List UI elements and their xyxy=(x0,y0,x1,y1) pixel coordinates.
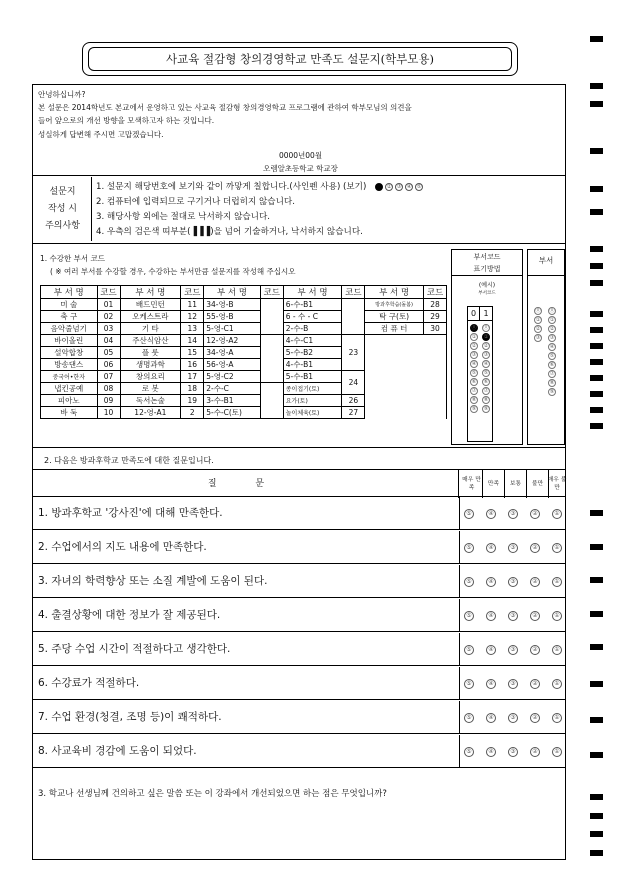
code-method-title1: 부서코드 xyxy=(473,253,501,261)
scale-label: 불만 xyxy=(527,470,549,498)
digit-bubble[interactable]: ⑧ xyxy=(471,397,477,403)
answer-bubble[interactable]: ③ xyxy=(508,679,518,689)
intro-line2: 들어 앞으로의 개선 방향을 모색하고자 하는 것입니다. xyxy=(38,116,215,126)
timing-mark xyxy=(590,544,603,550)
table-cell-dept: 창의요리 xyxy=(120,371,181,383)
table-cell-code: 26 xyxy=(342,395,365,407)
question-text: 2. 수업에서의 지도 내용에 만족한다. xyxy=(38,541,207,553)
timing-mark xyxy=(590,611,603,617)
divider xyxy=(459,735,460,768)
table-cell-code: 13 xyxy=(181,323,204,335)
timing-mark xyxy=(590,359,603,365)
divider xyxy=(459,565,460,598)
answer-bubble[interactable]: ⑤ xyxy=(464,611,474,621)
answer-bubble[interactable]: ④ xyxy=(486,611,496,621)
question-text: 4. 출결상황에 대한 정보가 잘 제공된다. xyxy=(38,609,221,621)
section2-heading: 2. 다음은 방과후학교 만족도에 대한 질문입니다. xyxy=(44,456,214,465)
example-mark: ⑤ xyxy=(416,183,422,190)
table-cell-dept: 4-수-C1 xyxy=(283,335,342,347)
instruction-item-1: 1. 설문지 해당번호에 보기와 같이 까맣게 칠합니다.(사인펜 사용) (보기) xyxy=(96,182,367,192)
table-cell-dept: 55-영-B xyxy=(204,311,261,323)
code-method-header xyxy=(452,250,522,276)
dept-code-table xyxy=(40,285,447,419)
example-mark: ④ xyxy=(406,183,412,190)
table-cell-dept: 6-수-B1 xyxy=(283,299,342,311)
table-cell-dept: 요가(토) xyxy=(283,395,342,407)
table-row xyxy=(41,335,447,347)
code-method-example: (예시) xyxy=(478,282,496,289)
table-cell-dept: 5-수-B1 xyxy=(283,371,342,383)
table-cell-code: 24 xyxy=(342,371,365,395)
timing-mark xyxy=(590,311,603,317)
table-cell-dept: 56-영-A xyxy=(204,359,261,371)
answer-bubble[interactable]: ① xyxy=(552,713,562,723)
table-cell-code: 05 xyxy=(97,347,120,359)
digit-bubble[interactable]: ② xyxy=(471,343,477,349)
timing-mark xyxy=(590,831,603,837)
digit-bubble[interactable]: ③ xyxy=(483,352,489,358)
col-dept: 부 서 명 xyxy=(120,286,181,299)
answer-options xyxy=(464,679,562,689)
code-method-example-sub: 부서코드 xyxy=(478,291,496,296)
answer-bubble[interactable]: ② xyxy=(530,611,540,621)
digit-bubble[interactable]: ③ xyxy=(535,335,541,341)
answer-bubble[interactable]: ② xyxy=(530,543,540,553)
table-cell-code xyxy=(260,299,283,335)
table-row xyxy=(41,323,447,335)
table-cell-dept: 미 술 xyxy=(41,299,98,311)
table-cell-dept: 방과후학습(돌봄) xyxy=(365,299,424,311)
digit-bubble[interactable]: ① xyxy=(471,334,477,340)
intro-greeting: 안녕하십니까? xyxy=(38,90,86,99)
timing-mark xyxy=(590,209,603,215)
answer-bubble[interactable]: ③ xyxy=(508,747,518,757)
table-cell-dept: 설악합창 xyxy=(41,347,98,359)
intro-school: 오렘알초등학교 학교장 xyxy=(263,164,338,174)
col-dept: 부 서 명 xyxy=(41,286,98,299)
col-dept: 부 서 명 xyxy=(283,286,342,299)
answer-options xyxy=(464,543,562,553)
digit-bubble[interactable]: ⑤ xyxy=(483,370,489,376)
table-cell-dept: 3-수-B1 xyxy=(204,395,261,407)
table-cell-dept: 독서논술 xyxy=(120,395,181,407)
table-cell-code: 19 xyxy=(181,395,204,407)
answer-bubble[interactable]: ⑤ xyxy=(464,713,474,723)
question-text: 7. 수업 환경(청결, 조명 등)이 쾌적하다. xyxy=(38,711,222,723)
section1-note: ( ※ 여러 부서를 수강할 경우, 수강하는 부서만큼 설문지를 작성해 주십시오 xyxy=(50,267,296,276)
timing-mark xyxy=(590,423,603,429)
answer-bubble[interactable]: ② xyxy=(530,679,540,689)
timing-mark xyxy=(590,794,603,800)
dept-mark-grid xyxy=(534,280,560,442)
scale-label: 보통 xyxy=(505,470,527,498)
table-row xyxy=(41,311,447,323)
timing-mark xyxy=(590,752,603,758)
question-text: 3. 자녀의 학력향상 또는 소질 계발에 도움이 된다. xyxy=(38,575,268,587)
answer-bubble[interactable]: ⑤ xyxy=(464,679,474,689)
intro-line1: 본 설문은 2014학년도 본교에서 운영하고 있는 사교육 절감형 창의경영학교 프로그램에 관하여 학부모님의 의견을 xyxy=(38,103,412,113)
timing-mark xyxy=(590,644,603,650)
code-example-grid xyxy=(467,306,493,442)
answer-bubble[interactable]: ① xyxy=(552,679,562,689)
answer-bubble[interactable]: ② xyxy=(530,645,540,655)
scale-label: 매우 만족 xyxy=(461,470,483,498)
table-cell-dept: 생명과학 xyxy=(120,359,181,371)
digit-bubble[interactable]: ⑨ xyxy=(471,406,477,412)
timing-mark xyxy=(590,577,603,583)
table-cell-code: 06 xyxy=(97,359,120,371)
section1-title: 1. 수강한 부서 코드 xyxy=(40,254,106,263)
answer-bubble[interactable]: ③ xyxy=(508,543,518,553)
table-cell-dept: 놀이체육(토) xyxy=(283,407,342,419)
title-frame xyxy=(82,42,518,76)
answer-bubble[interactable]: ⑤ xyxy=(464,645,474,655)
table-cell-dept: 바이올린 xyxy=(41,335,98,347)
timing-mark xyxy=(590,717,603,723)
timing-mark xyxy=(590,36,603,42)
timing-mark xyxy=(590,186,603,192)
digit-bubble[interactable]: ⑨ xyxy=(483,406,489,412)
table-row xyxy=(41,299,447,311)
question-text: 6. 수강료가 적절하다. xyxy=(38,677,140,689)
instructions-list xyxy=(96,180,423,240)
table-cell-dept: 2-수-B xyxy=(283,323,342,335)
table-cell-code xyxy=(260,383,283,419)
table-cell-dept: 12-영-A1 xyxy=(120,407,181,419)
code-example-digits xyxy=(468,307,492,321)
table-header-row xyxy=(41,286,447,299)
table-cell-code: 12 xyxy=(181,311,204,323)
digit-bubble[interactable]: ⑥ xyxy=(483,379,489,385)
instructions-label-2: 작성 시 xyxy=(48,203,77,214)
table-cell-dept: 5-영-C1 xyxy=(204,323,261,335)
answer-bubble[interactable]: ② xyxy=(530,713,540,723)
answer-bubble[interactable]: ③ xyxy=(508,645,518,655)
answer-bubble[interactable]: ④ xyxy=(486,713,496,723)
table-cell-code: 02 xyxy=(97,311,120,323)
example-mark: ③ xyxy=(396,183,402,190)
answer-bubble[interactable]: ① xyxy=(552,577,562,587)
digit-bubble[interactable]: ⑤ xyxy=(471,370,477,376)
question-row xyxy=(32,599,566,632)
answer-bubble[interactable]: ① xyxy=(552,509,562,519)
instructions-label-3: 주의사항 xyxy=(45,220,80,231)
table-cell-dept: 34-영-B xyxy=(204,299,261,311)
instruction-item-3: 3. 해당사항 외에는 절대로 낙서하지 않습니다. xyxy=(96,212,271,222)
question-row xyxy=(32,735,566,768)
dept-mark-col-tens[interactable] xyxy=(534,307,542,342)
divider xyxy=(459,599,460,632)
digit-bubble[interactable]: ④ xyxy=(549,344,555,350)
table-cell-dept: 5-수-C(토) xyxy=(204,407,261,419)
code-method-title2: 표기방법 xyxy=(473,265,501,273)
timing-mark xyxy=(590,510,603,516)
table-cell-code xyxy=(260,335,283,383)
table-cell-empty xyxy=(365,335,447,419)
table-cell-code: 17 xyxy=(181,371,204,383)
question-row xyxy=(32,497,566,530)
table-cell-dept: 5-영-C2 xyxy=(204,371,261,383)
timing-mark xyxy=(590,343,603,349)
question-row xyxy=(32,633,566,666)
table-cell-dept: 탁 구(토) xyxy=(365,311,424,323)
timing-mark xyxy=(590,375,603,381)
example-marks xyxy=(375,183,423,191)
timing-mark xyxy=(590,148,603,154)
col-code: 코드 xyxy=(97,286,120,299)
answer-bubble[interactable]: ④ xyxy=(486,747,496,757)
digit-bubble[interactable]: ② xyxy=(535,326,541,332)
example-filled-mark: ● xyxy=(376,183,382,190)
answer-bubble[interactable]: ⑤ xyxy=(464,509,474,519)
answer-bubble[interactable]: ② xyxy=(530,509,540,519)
table-cell-code: 29 xyxy=(423,311,446,323)
digit-bubble[interactable]: ⑥ xyxy=(471,379,477,385)
instructions-box xyxy=(34,177,564,241)
code-example-digit: 0 xyxy=(468,307,480,320)
timing-mark xyxy=(590,83,603,89)
table-cell-dept: 12-영-A2 xyxy=(204,335,261,347)
question-header xyxy=(32,469,566,497)
answer-bubble[interactable]: ① xyxy=(552,645,562,655)
instructions-label-1: 설문지 xyxy=(49,186,76,197)
digit-bubble[interactable]: ⑧ xyxy=(549,380,555,386)
table-cell-dept: 오케스트라 xyxy=(120,311,181,323)
table-cell-dept: 중국어•한자 xyxy=(41,371,98,383)
table-cell-dept: 4-수-B1 xyxy=(283,359,342,371)
intro-date: 0000년00월 xyxy=(278,150,323,160)
code-method-box xyxy=(451,249,523,445)
timing-mark xyxy=(590,246,603,252)
answer-bubble[interactable]: ④ xyxy=(486,543,496,553)
example-mark: ② xyxy=(386,183,392,190)
table-cell-code: 08 xyxy=(97,383,120,395)
timing-mark xyxy=(590,813,603,819)
timing-mark xyxy=(590,681,603,687)
divider xyxy=(459,701,460,734)
instruction-item xyxy=(96,180,423,195)
answer-options xyxy=(464,713,562,723)
digit-bubble[interactable]: ③ xyxy=(549,335,555,341)
timing-mark xyxy=(590,391,603,397)
digit-bubble[interactable]: ① xyxy=(535,317,541,323)
table-cell-dept: 기 타 xyxy=(120,323,181,335)
digit-bubble[interactable]: ⑦ xyxy=(483,388,489,394)
table-cell-code: 23 xyxy=(342,335,365,371)
digit-bubble[interactable]: ⓪ xyxy=(471,325,477,331)
answer-bubble[interactable]: ① xyxy=(552,543,562,553)
divider xyxy=(459,497,460,530)
table-cell-code: 2 xyxy=(181,407,204,419)
digit-bubble[interactable]: ⑥ xyxy=(549,362,555,368)
timing-mark xyxy=(590,101,603,107)
table-cell-code: 11 xyxy=(181,299,204,311)
table-cell-dept: 컴 퓨 터 xyxy=(365,323,424,335)
col-dept: 부 서 명 xyxy=(204,286,261,299)
digit-bubble[interactable]: ② xyxy=(483,343,489,349)
table-cell-code: 07 xyxy=(97,371,120,383)
digit-bubble[interactable]: ③ xyxy=(471,352,477,358)
col-dept: 부 서 명 xyxy=(365,286,424,299)
table-cell-dept: 6 - 수 - C xyxy=(283,311,342,323)
table-cell-code: 28 xyxy=(423,299,446,311)
answer-bubble[interactable]: ⑤ xyxy=(464,747,474,757)
answer-bubble[interactable]: ④ xyxy=(486,509,496,519)
divider xyxy=(459,667,460,700)
page-title: 사교육 절감형 창의경영학교 만족도 설문지(학부모용) xyxy=(88,47,512,71)
answer-bubble[interactable]: ③ xyxy=(508,577,518,587)
answer-bubble[interactable]: ② xyxy=(530,747,540,757)
scale-label: 만족 xyxy=(483,470,505,498)
section3-heading: 3. 학교나 선생님께 건의하고 싶은 말씀 또는 이 강좌에서 개선되었으면 하는 점은 무엇입니까? xyxy=(38,789,387,799)
answer-bubble[interactable]: ③ xyxy=(508,611,518,621)
table-cell-dept: 5-수-B2 xyxy=(283,347,342,359)
answer-bubble[interactable]: ⑤ xyxy=(464,577,474,587)
digit-bubble[interactable]: ① xyxy=(549,317,555,323)
question-row xyxy=(32,565,566,598)
question-text: 5. 주당 수업 시간이 적절하다고 생각한다. xyxy=(38,643,231,655)
table-cell-code: 18 xyxy=(181,383,204,395)
code-example-digit: 1 xyxy=(483,309,489,318)
table-cell-dept: 냅킨공예 xyxy=(41,383,98,395)
divider xyxy=(459,531,460,564)
divider xyxy=(32,243,566,244)
timing-mark xyxy=(590,407,603,413)
table-cell-code: 10 xyxy=(97,407,120,419)
instructions-label xyxy=(34,177,92,241)
answer-options xyxy=(464,509,562,519)
table-cell-dept: 플 룻 xyxy=(120,347,181,359)
digit-bubble[interactable]: ⓪ xyxy=(535,308,541,314)
table-cell-dept: 주산식암산 xyxy=(120,335,181,347)
answer-bubble[interactable]: ④ xyxy=(486,679,496,689)
question-row xyxy=(32,667,566,700)
code-example-col-ones xyxy=(482,324,490,413)
section1-heading xyxy=(40,252,296,278)
answer-options xyxy=(464,577,562,587)
table-cell-code: 01 xyxy=(97,299,120,311)
code-example-col-tens xyxy=(470,324,478,413)
digit-bubble[interactable]: ④ xyxy=(483,361,489,367)
divider xyxy=(32,447,566,448)
digit-bubble[interactable]: ④ xyxy=(471,361,477,367)
scale-label: 매우 불만 xyxy=(547,477,567,491)
table-cell-dept: 음악줄넘기 xyxy=(41,323,98,335)
digit-bubble[interactable]: ⓪ xyxy=(483,325,489,331)
intro-line3: 성실하게 답변해 주시면 고맙겠습니다. xyxy=(38,129,164,139)
dept-code-body xyxy=(41,299,447,419)
dept-mark-header: 부서 xyxy=(528,250,564,276)
digit-bubble[interactable]: ⑤ xyxy=(549,353,555,359)
answer-options xyxy=(464,747,562,757)
answer-bubble[interactable]: ⑤ xyxy=(464,543,474,553)
question-col-title: 질 문 xyxy=(32,470,459,498)
answer-bubble[interactable]: ① xyxy=(552,747,562,757)
answer-options xyxy=(464,611,562,621)
table-cell-dept: 로 봇 xyxy=(120,383,181,395)
instruction-item-2: 2. 컴퓨터에 입력되므로 구기거나 더럽히지 않습니다. xyxy=(96,197,295,207)
intro-text xyxy=(38,88,563,175)
digit-bubble[interactable]: ① xyxy=(483,334,489,340)
answer-bubble[interactable]: ④ xyxy=(486,577,496,587)
table-cell-dept: 방송댄스 xyxy=(41,359,98,371)
question-row xyxy=(32,701,566,734)
digit-bubble[interactable]: ⑨ xyxy=(549,389,555,395)
table-cell-dept: 배드민턴 xyxy=(120,299,181,311)
dept-mark-box xyxy=(527,249,565,445)
dept-mark-col-ones[interactable] xyxy=(548,307,556,396)
table-cell-code xyxy=(342,299,365,335)
timing-mark xyxy=(590,280,603,286)
table-cell-code: 30 xyxy=(423,323,446,335)
col-code: 코드 xyxy=(342,286,365,299)
timing-mark xyxy=(590,327,603,333)
answer-bubble[interactable]: ③ xyxy=(508,713,518,723)
answer-bubble[interactable]: ③ xyxy=(508,509,518,519)
col-code: 코드 xyxy=(423,286,446,299)
table-cell-code: 15 xyxy=(181,347,204,359)
digit-bubble[interactable]: ⑦ xyxy=(549,371,555,377)
question-row xyxy=(32,531,566,564)
col-code: 코드 xyxy=(260,286,283,299)
table-cell-code: 27 xyxy=(342,407,365,419)
table-cell-code: 09 xyxy=(97,395,120,407)
table-cell-code: 04 xyxy=(97,335,120,347)
digit-bubble[interactable]: ② xyxy=(549,326,555,332)
timing-mark xyxy=(590,850,603,856)
table-cell-dept: 2-수-C xyxy=(204,383,261,395)
instruction-item-4: 4. 우측의 검은색 띠부분(▐▐▐)을 넘어 기술하거나, 낙서하지 않습니다. xyxy=(96,227,363,237)
table-cell-dept: 바 둑 xyxy=(41,407,98,419)
table-cell-code: 03 xyxy=(97,323,120,335)
table-cell-code: 14 xyxy=(181,335,204,347)
answer-bubble[interactable]: ② xyxy=(530,577,540,587)
table-cell-dept: 축 구 xyxy=(41,311,98,323)
digit-bubble[interactable]: ⓪ xyxy=(549,308,555,314)
table-cell-dept: 피아노 xyxy=(41,395,98,407)
answer-bubble[interactable]: ④ xyxy=(486,645,496,655)
answer-bubble[interactable]: ① xyxy=(552,611,562,621)
col-code: 코드 xyxy=(181,286,204,299)
divider xyxy=(459,633,460,666)
divider xyxy=(32,175,566,176)
answer-options xyxy=(464,645,562,655)
digit-bubble[interactable]: ⑧ xyxy=(483,397,489,403)
table-cell-code: 16 xyxy=(181,359,204,371)
table-cell-dept: 34-영-A xyxy=(204,347,261,359)
timing-mark xyxy=(590,263,603,269)
digit-bubble[interactable]: ⑦ xyxy=(471,388,477,394)
question-text: 8. 사교육비 경감에 도움이 되었다. xyxy=(38,745,197,757)
question-text: 1. 방과후학교 '강사진'에 대해 만족한다. xyxy=(38,507,223,519)
table-cell-dept: 종이접기(토) xyxy=(283,383,342,395)
